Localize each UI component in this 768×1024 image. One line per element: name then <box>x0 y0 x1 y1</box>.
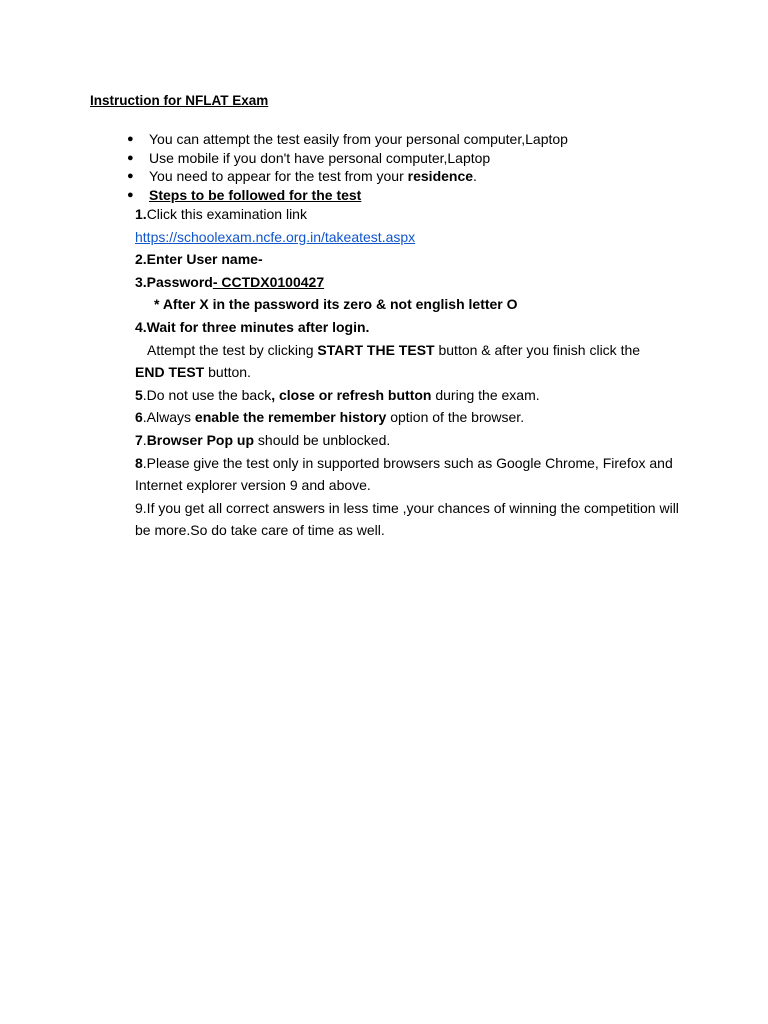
attempt-text: button & after you finish click the <box>434 341 641 358</box>
steps-heading: Steps to be followed for the test <box>149 187 362 204</box>
step-text: .Do not use the back <box>142 386 272 403</box>
step-number: 5 <box>135 386 143 403</box>
step-7 <box>135 429 695 452</box>
bullet-dot-icon: ● <box>127 189 134 202</box>
password-value: - CCTDX0100427 <box>212 273 325 290</box>
bullet-item <box>127 186 727 205</box>
step-9 <box>135 497 695 542</box>
step-5 <box>135 384 695 407</box>
step-8 <box>135 452 695 497</box>
end-test-text: button. <box>204 364 251 381</box>
start-test-label: START THE TEST <box>317 341 435 358</box>
bullet-item <box>127 130 727 149</box>
step-text: .Always <box>142 409 195 426</box>
step-1 <box>135 203 695 226</box>
step-4: 4.Wait for three minutes after login. <box>135 318 370 335</box>
step-text: . <box>142 431 147 448</box>
step-2: 2.Enter User name- <box>135 251 263 268</box>
step-number: 7 <box>135 431 143 448</box>
step-bold-text: Browser Pop up <box>146 431 255 448</box>
step-text: Click this examination link <box>146 206 307 222</box>
bullet-dot-icon: ● <box>127 151 134 164</box>
exam-link[interactable]: https://schoolexam.ncfe.org.in/takeatest.aspx <box>135 228 416 245</box>
steps-list <box>135 203 695 542</box>
bullet-text: You need to appear for the test from your <box>149 168 408 185</box>
bullet-item <box>127 149 727 168</box>
step-bold-text: enable the remember history <box>194 409 387 426</box>
bullet-text: . <box>473 168 477 185</box>
step-text: option of the browser. <box>386 409 525 426</box>
step-number: 1. <box>135 206 147 222</box>
instruction-bullet-list <box>127 130 727 205</box>
step-text: during the exam. <box>431 386 540 403</box>
end-test-instruction <box>135 361 695 384</box>
bullet-dot-icon: ● <box>127 170 134 183</box>
step-6 <box>135 406 695 429</box>
attempt-instruction <box>135 339 695 362</box>
attempt-text: Attempt the test by clicking <box>147 341 318 358</box>
bullet-text: You can attempt the test easily from your personal computer,Laptop <box>149 131 568 147</box>
end-test-label: END TEST <box>135 364 205 381</box>
step-text: 9.If you get all correct answers in less time ,your chances of winning the competition will be more.So do take care of time as well. <box>135 499 679 539</box>
bullet-bold-text: residence <box>407 168 474 185</box>
step-number: 6 <box>135 409 143 426</box>
bullet-text: Use mobile if you don't have personal computer,Laptop <box>149 149 491 166</box>
step-text: should be unblocked. <box>254 431 391 448</box>
exam-link-line <box>135 226 695 249</box>
step-number: 8 <box>135 454 143 471</box>
bullet-item <box>127 167 727 186</box>
step-3 <box>135 271 695 294</box>
document-title: Instruction for NFLAT Exam <box>90 93 269 108</box>
step-text: .Please give the test only in supported browsers such as Google Chrome, Firefox and Internet explorer version 9 and above. <box>135 454 673 494</box>
step-bold-text: , close or refresh button <box>271 386 432 403</box>
password-note: * After X in the password its zero & not english letter O <box>154 296 518 313</box>
password-label: 3.Password <box>135 273 213 290</box>
bullet-dot-icon: ● <box>127 133 134 145</box>
